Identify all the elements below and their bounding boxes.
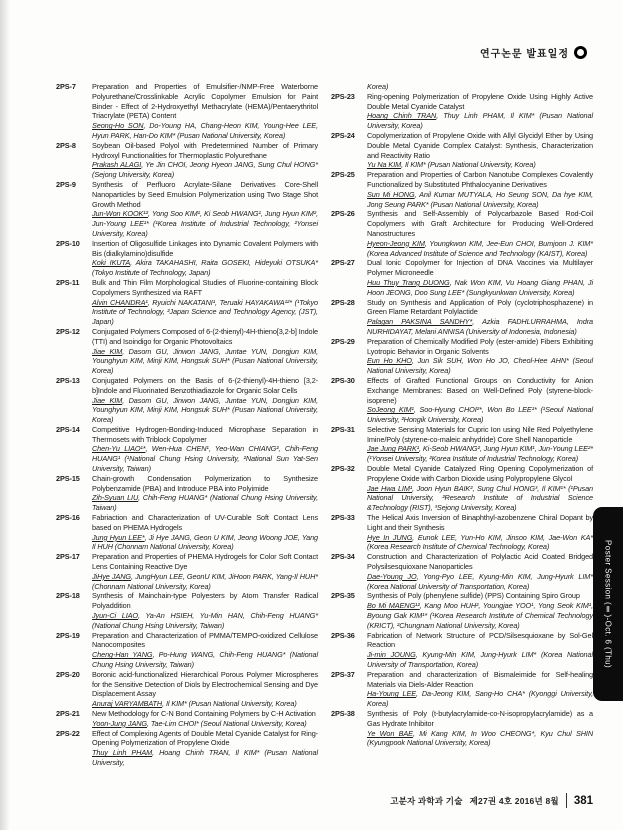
first-author: Anuraj VARYAMBATH — [92, 699, 163, 709]
first-author: Alvin CHANDRA¹ — [92, 297, 148, 307]
program-entry — [56, 327, 318, 376]
entry-id: 2PS-25 — [331, 170, 355, 180]
first-author: Hye In JUNG — [367, 532, 413, 542]
program-entry — [56, 376, 318, 425]
coauthors: , Wen-Hua CHEN¹, Yeo-Wan CHIANG², Chih-Feng HUANG¹ (¹National Chung Hsing University, ²National Sun Yat-Sen University, Taiwan) — [92, 444, 319, 474]
entry-body — [367, 376, 593, 425]
entry-title: Synthesis of Poly (phenylene sulfide) (PPS) Containing Spiro Group — [367, 591, 580, 601]
program-entry — [331, 258, 593, 297]
program-entry — [331, 82, 593, 92]
coauthors: , JungHyun LEE, GeonU KIM, JiHoon PARK, Yang-Il HUH* (Chonnam National University, Korea) — [92, 571, 318, 591]
entry-title: Preparation and Properties of Carbon Nanotube Complexes Covalently Functionalized by Substituted Phthalocyanine Derivatives — [367, 170, 593, 189]
entry-authors — [367, 278, 593, 298]
entry-authors — [367, 729, 593, 749]
program-entry — [56, 141, 318, 180]
coauthors: , Il KIM* (Pusan National University, Korea) — [162, 699, 297, 709]
program-entry — [331, 337, 593, 376]
coauthors: , Chih-Feng HUANG* (National Chung Hsing University, Taiwan) — [92, 493, 318, 513]
entry-authors — [92, 650, 318, 670]
coauthors: , Dasom GU, Jinwon JANG, Juntae YUN, Dongjun KIM, Younghyun KIM, Minji KIM, Hongsuk SUH* (Pusan National University, Korea) — [92, 346, 318, 376]
entry-title: Fabrication of Network Structure of PCD/Silsesquioxane by Sol-Gel Reaction — [367, 630, 593, 650]
entry-title: Study on Synthesis and Application of Poly (cyclotriphosphazene) in Green Flame Retardant Polylactide — [367, 297, 593, 317]
first-author: Ha-Young LEE — [367, 689, 417, 699]
program-entry — [56, 631, 318, 670]
program-entry — [331, 170, 593, 209]
entry-body — [92, 591, 318, 630]
entry-id: 2PS-32 — [331, 464, 355, 474]
entry-authors — [367, 444, 593, 464]
first-author: Eun Ho KHO — [367, 356, 412, 366]
first-author: Jun-Won KOOK¹² — [92, 209, 148, 219]
page-header — [480, 45, 587, 60]
program-entry — [331, 464, 593, 513]
entry-title: The Helical Axis Inversion of Binaphthyl-azobenzene Chiral Dopant by Light and their Synthesis — [367, 513, 593, 532]
coauthors: , Kyung-Min KIM, Jung-Hyurk LIM* (Korea National University of Transportation, Korea) — [367, 650, 593, 670]
program-entry — [331, 92, 593, 131]
ring-icon — [574, 46, 587, 59]
entry-body — [367, 209, 593, 258]
coauthors: , Ryuichi NAKATANI¹, Teruaki HAYAKAWA¹²* (¹Tokyo Institute of Technology, ²Japan Science and Technology Agency, (JST), Japan) — [92, 297, 318, 327]
first-author: SoJeong KIM¹ — [367, 405, 414, 415]
entry-title: Synthesis of Perfluoro Acrylate-Silane Derivatives Core-Shell Nanoparticles by Seed Emulsion Polymerization using Two Stage Shot Growth Method — [92, 179, 318, 209]
entry-id: 2PS-34 — [331, 552, 355, 562]
entry-body — [367, 513, 593, 552]
program-entry — [56, 239, 318, 278]
entry-authors — [367, 405, 593, 425]
program-entry — [56, 425, 318, 474]
entry-body — [367, 591, 593, 630]
first-author: Jae Jung PARK¹ — [367, 444, 420, 454]
entry-body — [367, 425, 593, 464]
entry-body — [92, 141, 318, 180]
coauthors: , Da-Jeong KIM, Sang-Ho CHA* (Kyonggi University, Korea) — [367, 689, 594, 709]
entry-title: Preparation of Chemically Modified Poly (ester-amide) Fibers Exhibiting Lyotropic Behavior in Organic Solvents — [367, 336, 593, 356]
entry-authors — [92, 699, 318, 709]
entry-title: Construction and Characterization of Polylactic Acid Coated Bridged Polysilsesquioxane Nanoparticles — [367, 552, 593, 572]
entry-title: Conjugated Polymers on the Basis of 6-(2-thienyl)-4H-thieno [3,2-b]Indole and Fluorinated Benzothiadiazole for Organic Solar Cells — [92, 375, 318, 395]
entry-title: Synthesis of Poly (t-butylacrylamide-co-N-isopropylacrylamide) as a Gas Hydrate Inhibitor — [367, 709, 593, 728]
first-author: Bo Mi MAENG¹² — [367, 601, 420, 611]
program-entry — [56, 474, 318, 513]
program-entry — [56, 729, 318, 768]
entry-id: 2PS-35 — [331, 591, 355, 601]
entry-id: 2PS-15 — [56, 473, 80, 483]
entry-id: 2PS-21 — [56, 709, 80, 718]
coauthors: , Azkia FADHLURRAHMA, Indra NURHIDAYAT, Melani ANNISA (University of Indonesia, Indonesia) — [367, 317, 593, 336]
entry-id: 2PS-13 — [56, 375, 80, 385]
program-entry — [331, 131, 593, 170]
program-entry — [331, 591, 593, 630]
entry-title: Insertion of Oligosulfide Linkages into Dynamic Covalent Polymers with Bis (dialkylamino)disulfide — [92, 238, 318, 258]
coauthors: , Kang Moo HUH², Youngjae YOO¹, Yong Seok KIM¹, Byoung Gak KIM¹* (¹Korea Research Institute of Chemical Technology (KRICT), ²Chungnam National University, Korea) — [367, 601, 593, 630]
coauthors: , Nak Won KIM, Vu Hoang Giang PHAN, Ji Hoon JEONG, Doo Sung LEE* (Sungkyunkwan University, Korea) — [367, 277, 593, 297]
entry-authors — [367, 601, 593, 630]
entry-body — [367, 709, 593, 748]
session-side-tab-label: Poster Session (Ⅱ)-Oct. 6 (Thu) — [603, 539, 613, 669]
entry-authors — [92, 611, 318, 631]
coauthors: , Soo-Hyung CHOI²*, Won Bo LEE¹* (¹Seoul National University, ²Hongik University, Korea) — [367, 405, 593, 425]
entry-id: 2PS-19 — [56, 630, 80, 640]
program-entry — [56, 82, 318, 141]
entry-body — [367, 258, 593, 297]
entry-body — [92, 82, 318, 141]
session-side-tab — [593, 507, 623, 701]
coauthors: , Tae-Lim CHOI* (Seoul National University, Korea) — [146, 718, 307, 728]
footer-page-number: 381 — [573, 794, 593, 807]
entry-id: 2PS-27 — [331, 258, 355, 268]
coauthors: , Joon Hyun BAIK², Sung Chul HONG³, Il KIM¹* (¹Pusan National University, ²Research Institute of Industrial Science &Technology (RIST), ³Sejong University, Korea) — [367, 483, 594, 513]
entry-id: 2PS-14 — [56, 424, 80, 434]
entry-id — [331, 82, 367, 92]
entry-authors — [92, 121, 318, 141]
program-entry — [56, 591, 318, 630]
entry-title: Preparation and characterization of Bismaleimide for Self-healing Materials via Diels-Alder Reaction — [367, 669, 593, 689]
coauthors: , Ki-Seob HWANG², Jung Hyun KIM¹, Jun-Young LEE²* (¹Yonsei University, ²Korea Institute of Industrial Technology, Korea) — [367, 444, 593, 464]
first-author: Yoon-Jung JANG — [92, 718, 147, 728]
first-author: Thuy Linh PHAM — [92, 748, 153, 758]
entry-id: 2PS-12 — [56, 326, 80, 336]
entry-body — [92, 327, 318, 376]
first-author: Seong-Ho SON — [92, 121, 144, 131]
entry-body — [92, 180, 318, 239]
entry-id: 2PS-29 — [331, 336, 355, 346]
entry-body — [367, 92, 593, 131]
entry-body — [92, 239, 318, 278]
program-entry — [331, 709, 593, 748]
first-author: Huu Thuy Trang DUONG — [367, 277, 450, 287]
first-author: Jae Hwa LIM¹ — [367, 483, 413, 493]
coauthors: , Hoang Chinh TRAN, Il KIM* (Pusan National University, — [92, 748, 318, 767]
entry-id: 2PS-20 — [56, 669, 80, 679]
entry-title: Double Metal Cyanide Catalyzed Ring Opening Copolymerization of Propylene Oxide with Carbon Dioxide using Polypropylene Glycol — [367, 464, 593, 483]
entry-id: 2PS-7 — [56, 82, 76, 91]
coauthors: , Youngkwon KIM, Jee-Eun CHOI, Bumjoon J. KIM* (Korea Advanced Institute of Science and Technology (KAIST), Korea) — [367, 238, 593, 258]
entry-authors — [92, 209, 318, 238]
first-author: Dae-Young JO — [367, 571, 417, 581]
entry-body — [367, 552, 593, 591]
entry-body — [367, 337, 593, 376]
footer-issue: 제27권 4호 2016년 8월 — [469, 795, 559, 806]
entry-body — [92, 670, 318, 709]
entry-authors — [367, 356, 593, 376]
entry-id: 2PS-38 — [331, 709, 355, 718]
entry-authors — [367, 190, 593, 210]
entry-title: Effects of Grafted Functional Groups on Conductivity for Anion Exchange Membranes: Based on Well-Defined Poly (styrene-block-isoprene) — [367, 375, 593, 405]
entry-title: Copolymerization of Propylene Oxide with Allyl Glycidyl Ether by Using Double Metal Cyanide Complex Catalyst: Synthesis, Characterization and Reactivity Ratio — [367, 130, 593, 160]
entry-authors — [92, 258, 318, 278]
entry-id: 2PS-23 — [331, 91, 355, 101]
entry-body — [92, 631, 318, 670]
program-entry — [331, 298, 593, 337]
right-column — [331, 82, 593, 768]
first-author: Hyeon-Jeong KIM — [367, 238, 425, 248]
program-entry — [56, 552, 318, 591]
page-footer — [390, 793, 593, 808]
entry-title: Dual Ionic Copolymer for Injection of DNA Vaccines via Multilayer Polymer Microneedle — [367, 258, 593, 278]
entry-id: 2PS-33 — [331, 513, 355, 523]
entry-id: 2PS-18 — [56, 591, 80, 601]
first-author: Cheng-Han YANG — [92, 650, 153, 660]
entry-title: Preparation and Characterization of PMMA/TEMPO-oxidized Cellulose Nanocomposites — [92, 630, 318, 650]
coauthors: , Anil Kumar MUTYALA, Ho Seung SON, Da hye KIM, Jong Seung PARK* (Pusan National University, Korea) — [367, 189, 593, 209]
entry-title: Boronic acid-functionalized Hierarchical Porous Polymer Microspheres for the Sensitive Detection of Diols by Electrochemical Sensing and Dye Displacement Assay — [92, 669, 318, 699]
entry-id: 2PS-22 — [56, 728, 80, 738]
program-entry — [56, 709, 318, 729]
entry-id: 2PS-8 — [56, 140, 76, 150]
first-author: Koki IKUTA — [92, 258, 131, 268]
program-entry — [331, 513, 593, 552]
entry-body — [367, 82, 593, 92]
entry-authors — [92, 298, 318, 327]
coauthors: , Ji Hye JANG, Geon U KIM, Jeong Woong JOE, Yang Il HUH (Chonnam National University, Korea) — [92, 532, 318, 552]
first-author: Palagan PAKSINA SANDHY* — [367, 317, 473, 327]
entry-authors — [367, 111, 593, 131]
entry-id: 2PS-11 — [56, 277, 80, 287]
first-author: Ye Won BAE — [367, 728, 413, 738]
coauthors: , Ya-An HSIEH, Yu-Min HAN, Chih-Feng HUANG* (National Chung Hsing University, Taiwan) — [92, 611, 318, 630]
first-author: Ji-min JOUNG — [367, 650, 416, 660]
page-edge-shadow — [0, 0, 10, 830]
entry-authors — [92, 493, 318, 513]
entry-title: Preparation and Properties of Emulsifier-/NMP-Free Waterborne Polyurethane/Crosslinkable Acrylic Copolymer Emulsion for Paint Binder - Effect of 2-Hydroxyethyl Methacrylate (HEMA)/Pentaerythritol Triacrylate (PETA) Content — [92, 82, 318, 121]
coauthors: , Dasom GU, Jinwon JANG, Juntae YUN, Dongjun KIM, Younghyun KIM, Minji KIM, Hongsuk SUH* (Pusan National University, Korea) — [92, 395, 318, 425]
first-author: Hoang Chinh TRAN — [367, 111, 437, 121]
program-columns — [56, 82, 593, 768]
entry-authors — [367, 689, 593, 709]
entry-authors — [92, 572, 318, 592]
entry-authors — [367, 533, 593, 553]
entry-body — [92, 376, 318, 425]
first-author: Jiae KIM — [92, 346, 123, 356]
program-entry — [331, 209, 593, 258]
coauthors: , Po-Hung WANG, Chih-Feng HUANG* (National Chung Hsing University, Taiwan) — [92, 650, 318, 670]
entry-id: 2PS-31 — [331, 424, 355, 434]
entry-body — [92, 552, 318, 591]
first-author: Prakash ALAGI — [92, 160, 142, 170]
program-entry — [56, 513, 318, 552]
coauthors: , Thuy Linh PHAM, Il KIM* (Pusan National University, Korea) — [367, 111, 593, 131]
entry-authors — [367, 650, 593, 670]
entry-authors — [367, 572, 593, 592]
entry-title: Fabriaction and Characterization of UV-Curable Soft Contact Lens based on PHEMA Hydrogels — [92, 513, 318, 532]
entry-id: 2PS-9 — [56, 179, 76, 189]
program-entry — [56, 670, 318, 709]
entry-authors — [92, 347, 318, 376]
entry-body — [92, 709, 318, 729]
program-entry — [331, 552, 593, 591]
entry-body — [367, 170, 593, 209]
footer-journal: 고분자 과학과 기술 — [390, 795, 463, 806]
entry-body — [367, 298, 593, 337]
entry-authors — [367, 82, 593, 92]
entry-authors — [92, 444, 318, 473]
entry-title: Selective Sensing Materials for Cupric Ion using Nile Red Polyethylene Imine/Poly (styrene-co-maleic anhydride) Core Shell Nanoparticle — [367, 424, 593, 444]
entry-authors — [92, 533, 318, 553]
entry-id: 2PS-26 — [331, 209, 355, 219]
program-entry — [56, 180, 318, 239]
entry-authors — [367, 160, 593, 170]
entry-id: 2PS-10 — [56, 238, 80, 248]
entry-title: Chain-growth Condensation Polymerization to Synthesize Polybenzamide (PBA) and Introduce PBA into Polyimide — [92, 473, 318, 493]
coauthors: Korea) — [367, 82, 389, 91]
entry-id: 2PS-30 — [331, 375, 355, 385]
footer-divider — [566, 793, 567, 808]
entry-title: Synthesis of Mainchain-type Polyesters by Atom Transfer Radical Polyaddition — [92, 591, 318, 611]
entry-id: 2PS-28 — [331, 297, 355, 307]
entry-authors — [367, 317, 593, 337]
page-header-title: 연구논문 발표일정 — [479, 49, 569, 60]
entry-title: Synthesis and Self-Assembly of Polycarbazole Based Rod-Coil Copolymers with Graft Architecture for Producing Well-Ordered Nanostructures — [367, 209, 593, 238]
entry-title: Preparation and Properties of PHEMA Hydrogels for Color Soft Contact Lens Containing Reactive Dye — [92, 552, 318, 572]
entry-body — [367, 464, 593, 513]
entry-body — [367, 670, 593, 709]
program-entry — [331, 631, 593, 670]
entry-id: 2PS-17 — [56, 552, 80, 562]
entry-authors — [92, 748, 318, 768]
entry-id: 2PS-16 — [56, 513, 80, 523]
entry-authors — [92, 160, 318, 180]
program-entry — [331, 670, 593, 709]
entry-title: Soybean Oil-based Polyol with Predetermined Number of Primary Hydroxyl Functionalities for Thermoplastic Polyurethane — [92, 140, 318, 160]
program-entry — [331, 425, 593, 464]
entry-title: Effect of Complexing Agents of Double Metal Cyanide Catalyst for Ring-Opening Polymerization of Propylene Oxide — [92, 728, 318, 748]
entry-id: 2PS-36 — [331, 630, 355, 640]
coauthors: , Akira TAKAHASHI, Raita GOSEKI, Hideyuki OTSUKA* (Tokyo Institute of Technology, Japan) — [92, 258, 318, 278]
entry-title: New Methodology for C-N Bond Containing Polymers by C-H Activation — [92, 709, 316, 718]
entry-body — [92, 513, 318, 552]
program-entry — [56, 278, 318, 327]
entry-title: Conjugated Polymers Composed of 6-(2-thienyl)-4H-thieno[3,2-b] Indole (TTI) and Isoindigo for Organic Photovoltaics — [92, 326, 318, 346]
first-author: Yu Na KIM — [367, 160, 402, 170]
coauthors: , Yong-Pyo LEE, Kyung-Min KIM, Jung-Hyurk LIM* (Korea National University of Transportation, Korea) — [367, 571, 593, 591]
first-author: Chen-Yu LIAO¹* — [92, 444, 146, 454]
program-entry — [331, 376, 593, 425]
coauthors: , Il KIM* (Pusan National University, Korea) — [401, 160, 536, 170]
first-author: JiHye JANG — [92, 571, 131, 581]
coauthors: , Do-Young HA, Chang-Heon KIM, Young-Hee LEE, Hyun PARK, Han-Do KIM* (Pusan National University, Korea) — [92, 121, 319, 140]
entry-authors — [367, 239, 593, 259]
entry-title: Bulk and Thin Film Morphological Studies of Fluorine-containing Block Copolymers Synthesized via RAFT — [92, 277, 318, 297]
entry-body — [92, 425, 318, 474]
coauthors: , Eunok LEE, Yun-Ho KIM, Jinsoo KIM, Jae-Won KA* (Korea Research Institute of Chemical Technology, Korea) — [367, 532, 593, 552]
entry-id: 2PS-24 — [331, 130, 355, 140]
entry-authors — [92, 396, 318, 425]
entry-title: Competitive Hydrogen-Bonding-Induced Microphase Separation in Thermosets with Triblock Copolymer — [92, 424, 318, 444]
entry-id: 2PS-37 — [331, 669, 355, 679]
entry-title: Ring-opening Polymerization of Propylene Oxide Using Highly Active Double Metal Cyanide Catalyst — [367, 91, 593, 111]
coauthors: , Yong Soo KIM¹, Ki Seob HWANG¹, Jung Hyun KIM², Jun-Young LEE¹* (¹Korea Institute of Industrial Technology, ²Yonsei University, Korea) — [92, 209, 318, 238]
entry-body — [367, 131, 593, 170]
entry-body — [92, 474, 318, 513]
first-author: Jiae KIM — [92, 395, 123, 405]
entry-body — [92, 278, 318, 327]
coauthors: , Ye Jin CHOI, Jeong Hyeon JANG, Sung Chul HONG* (Sejong University, Korea) — [92, 160, 318, 180]
entry-authors — [367, 484, 593, 513]
first-author: Zih-Syuan LIU — [92, 493, 139, 503]
left-column — [56, 82, 318, 768]
coauthors: , Mi Kang KIM, In Woo CHEONG*, Kyu Chul SHIN (Kyungpook National University, Korea) — [367, 728, 593, 748]
first-author: Jung Hyun LEE* — [92, 532, 145, 542]
entry-body — [92, 729, 318, 768]
first-author: Sun Mi HONG — [367, 189, 415, 199]
entry-authors — [92, 719, 318, 729]
entry-body — [367, 631, 593, 670]
coauthors: , Jun Sik SUH, Won Ho JO, Cheol-Hee AHN* (Seoul National University, Korea) — [367, 356, 593, 376]
first-author: Jyun-Ci LIAO — [92, 611, 138, 621]
